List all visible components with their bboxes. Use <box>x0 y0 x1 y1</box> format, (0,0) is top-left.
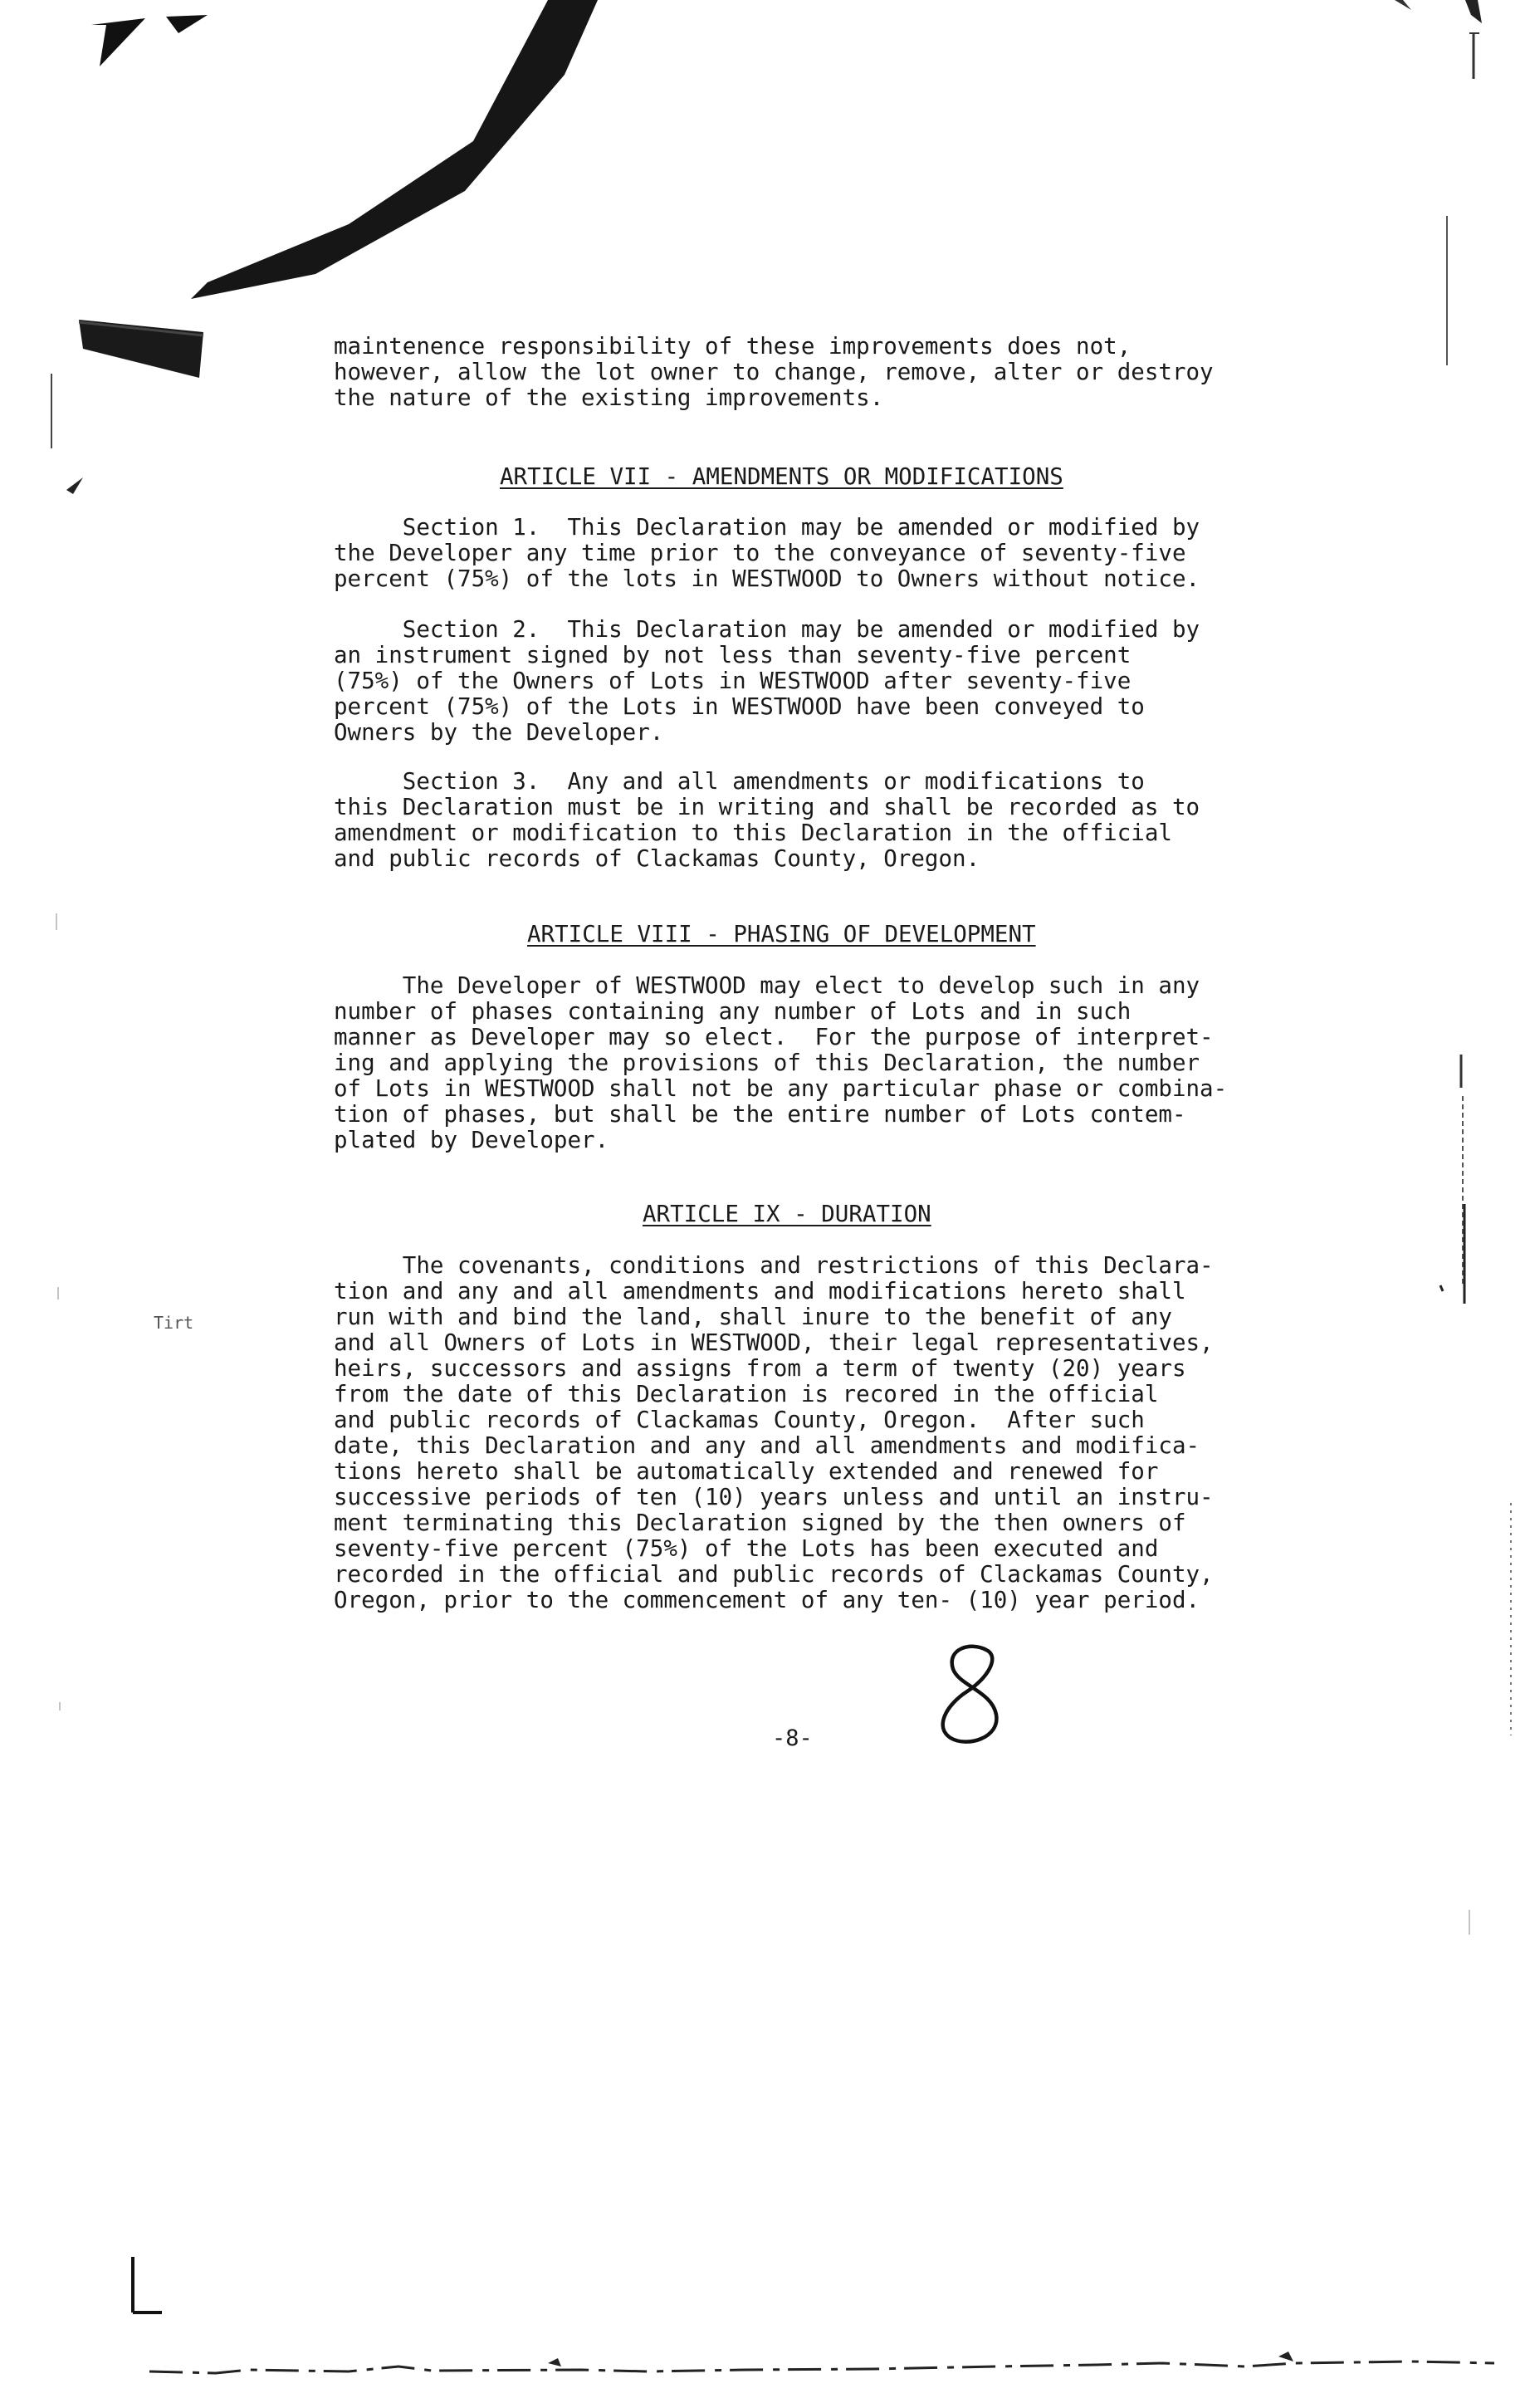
article-vii-section-3 <box>334 769 1297 872</box>
article-viii-body <box>334 973 1297 1153</box>
article-ix-heading: ARTICLE IX - DURATION <box>643 1201 931 1227</box>
text-line: plated by Developer. <box>334 1127 609 1153</box>
text-line: however, allow the lot owner to change, remove, alter or destroy <box>334 359 1214 385</box>
text-line: ing and applying the provisions of this Declaration, the number <box>334 1050 1200 1076</box>
text-line: the Developer any time prior to the conveyance of seventy-five <box>334 540 1186 566</box>
text-line: run with and bind the land, shall inure to the benefit of any <box>334 1304 1172 1330</box>
text-line: (75%) of the Owners of Lots in WESTWOOD after seventy-five <box>334 668 1132 694</box>
text-line: the nature of the existing improvements. <box>334 384 884 411</box>
text-line: percent (75%) of the lots in WESTWOOD to Owners without notice. <box>334 565 1200 592</box>
text-line: The covenants, conditions and restrictions of this Declara- <box>334 1252 1214 1279</box>
scan-artifact-bottom-edge <box>0 2342 1525 2391</box>
continuation-paragraph <box>334 334 1297 411</box>
text-line: Oregon, prior to the commencement of any ten- (10) year period. <box>334 1587 1200 1613</box>
text-line: tion and any and all amendments and modifications hereto shall <box>334 1278 1186 1304</box>
text-line: an instrument signed by not less than seventy-five percent <box>334 642 1132 668</box>
page-number: -8- <box>772 1725 813 1751</box>
text-line: The Developer of WESTWOOD may elect to develop such in any <box>334 972 1200 999</box>
text-line: amendment or modification to this Declaration in the official <box>334 820 1172 846</box>
text-line: and public records of Clackamas County, Oregon. After such <box>334 1407 1145 1433</box>
text-line: ment terminating this Declaration signed by the then owners of <box>334 1510 1186 1536</box>
scan-artifact-left-marks <box>0 374 194 2408</box>
article-vii-section-2 <box>334 617 1297 746</box>
text-line: successive periods of ten (10) years unless and until an instru- <box>334 1484 1214 1510</box>
text-line: manner as Developer may so elect. For the purpose of interpret- <box>334 1024 1214 1050</box>
article-ix-body <box>334 1253 1297 1613</box>
text-line: number of phases containing any number of Lots and in such <box>334 998 1132 1025</box>
text-line: heirs, successors and assigns from a term of twenty (20) years <box>334 1355 1186 1382</box>
text-line: Section 3. Any and all amendments or modifications to <box>334 768 1145 795</box>
text-line: this Declaration must be in writing and shall be recorded as to <box>334 794 1200 820</box>
article-vii-section-1 <box>334 515 1297 592</box>
text-line: Section 1. This Declaration may be amended or modified by <box>334 514 1200 541</box>
text-line: tion of phases, but shall be the entire number of Lots contem- <box>334 1101 1186 1128</box>
text-line: and public records of Clackamas County, Oregon. <box>334 845 980 872</box>
text-line: from the date of this Declaration is recored in the official <box>334 1381 1159 1407</box>
text-line: of Lots in WESTWOOD shall not be any particular phase or combina- <box>334 1075 1228 1102</box>
handwritten-page-number <box>921 1640 1013 1752</box>
svg-text:Tirt: Tirt <box>154 1313 194 1333</box>
text-line: date, this Declaration and any and all amendments and modifica- <box>334 1432 1200 1459</box>
text-line: maintenence responsibility of these improvements does not, <box>334 333 1132 360</box>
scan-artifact-right-edge <box>1428 1038 1525 2408</box>
article-viii-heading: ARTICLE VIII - PHASING OF DEVELOPMENT <box>527 921 1036 947</box>
scan-artifact-top-left <box>0 0 631 382</box>
text-line: Owners by the Developer. <box>334 719 664 746</box>
article-vii-heading: ARTICLE VII - AMENDMENTS OR MODIFICATIONS <box>500 463 1063 490</box>
text-line: Section 2. This Declaration may be amended or modified by <box>334 616 1200 643</box>
text-line: tions hereto shall be automatically extended and renewed for <box>334 1458 1159 1485</box>
text-line: seventy-five percent (75%) of the Lots has been executed and <box>334 1535 1159 1562</box>
text-line: and all Owners of Lots in WESTWOOD, their legal representatives, <box>334 1329 1214 1356</box>
text-line: recorded in the official and public records of Clackamas County, <box>334 1561 1214 1588</box>
scan-artifact-top-right <box>1378 0 1525 382</box>
text-line: percent (75%) of the Lots in WESTWOOD have been conveyed to <box>334 693 1145 720</box>
